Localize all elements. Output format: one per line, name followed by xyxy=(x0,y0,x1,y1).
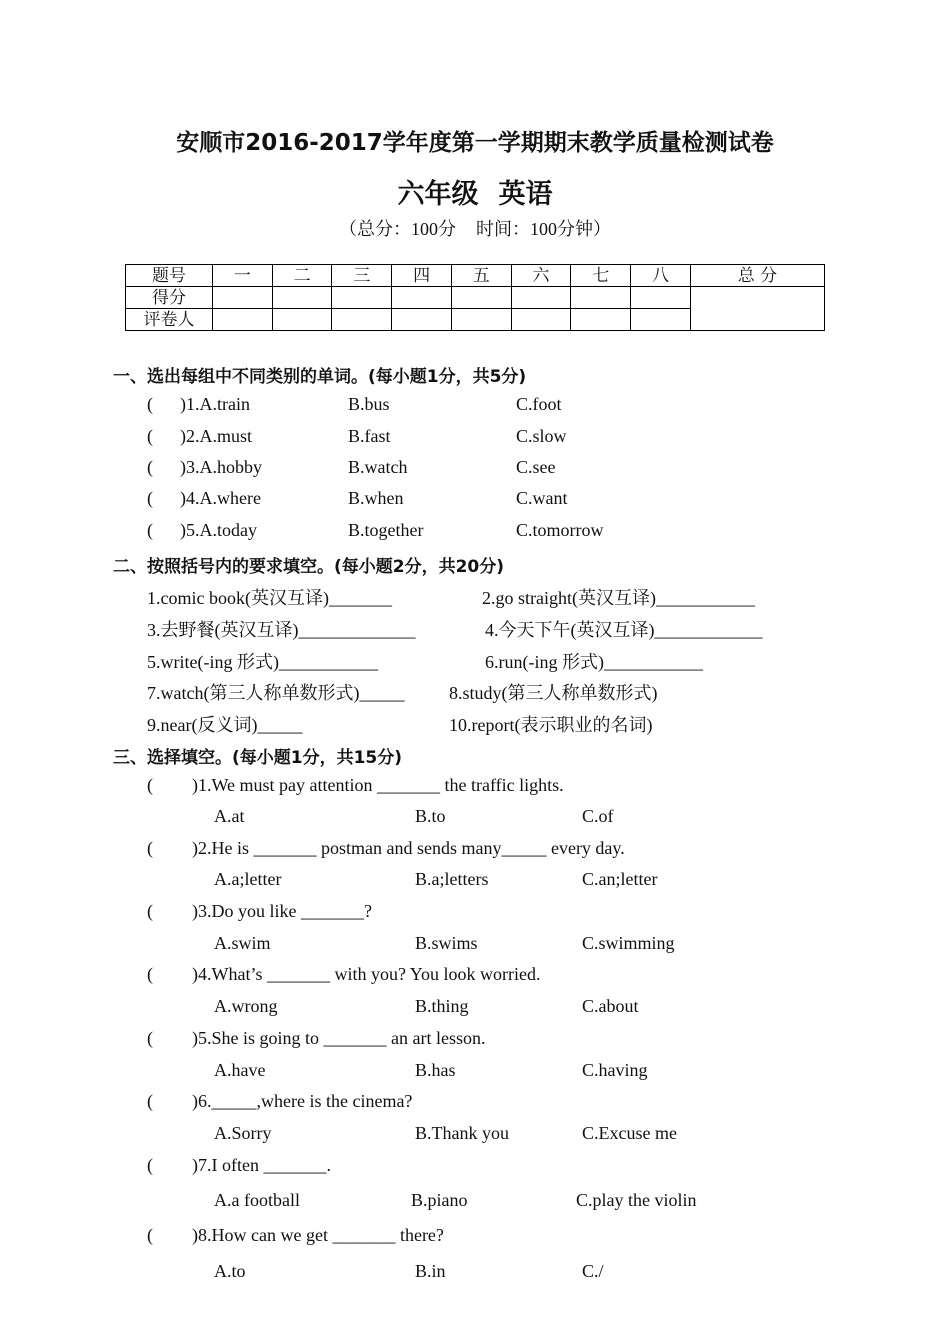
answer-paren: ( xyxy=(147,520,153,540)
fill-item: 1.comic book(英汉互译)_______ xyxy=(147,588,392,608)
option-c: C.Excuse me xyxy=(582,1123,677,1143)
option-b: B.together xyxy=(348,520,424,540)
answer-paren: ( xyxy=(147,394,153,414)
option-b: B.has xyxy=(415,1060,456,1080)
score-cell xyxy=(571,287,631,309)
option-a: A.have xyxy=(214,1060,266,1080)
option-a: A.a football xyxy=(214,1190,300,1210)
question-text: )1.A.train xyxy=(180,394,250,414)
fill-item: 3.去野餐(英汉互译)_____________ xyxy=(147,620,416,640)
column-header: 三 xyxy=(332,265,392,287)
score-cell xyxy=(631,287,691,309)
question-text: )3.Do you like _______? xyxy=(192,901,372,921)
option-b: B.Thank you xyxy=(415,1123,509,1143)
score-table xyxy=(125,264,825,331)
answer-paren: ( xyxy=(147,1028,153,1048)
question-text: )6._____,where is the cinema? xyxy=(192,1091,413,1111)
option-b: B.fast xyxy=(348,426,391,446)
total-score-text: （总分：100分 xyxy=(339,219,456,239)
question-text: )8.How can we get _______ there? xyxy=(192,1225,444,1245)
option-b: B.watch xyxy=(348,457,408,477)
option-a: A.Sorry xyxy=(214,1123,272,1143)
row-label: 评卷人 xyxy=(126,309,213,331)
option-a: A.at xyxy=(214,806,245,826)
question-text: )2.A.must xyxy=(180,426,252,446)
question-text: )1.We must pay attention _______ the traffic lights. xyxy=(192,775,564,795)
time-text: 时间：100分钟） xyxy=(476,219,611,239)
option-c: C.play the violin xyxy=(576,1190,697,1210)
grader-cell xyxy=(213,309,273,331)
exam-meta xyxy=(0,215,950,241)
answer-paren: ( xyxy=(147,457,153,477)
answer-paren: ( xyxy=(147,838,153,858)
column-header: 八 xyxy=(631,265,691,287)
option-a: A.swim xyxy=(214,933,271,953)
question-text: )4.What’s _______ with you? You look worried. xyxy=(192,964,541,984)
answer-paren: ( xyxy=(147,1225,153,1245)
score-table-row xyxy=(126,265,825,287)
answer-paren: ( xyxy=(147,901,153,921)
subject-label: 英语 xyxy=(498,179,553,210)
option-c: C.an;letter xyxy=(582,869,658,889)
grader-cell xyxy=(571,309,631,331)
option-c: C.want xyxy=(516,488,568,508)
answer-paren: ( xyxy=(147,488,153,508)
answer-paren: ( xyxy=(147,964,153,984)
fill-item: 5.write(-ing 形式)___________ xyxy=(147,652,378,672)
option-c: C.tomorrow xyxy=(516,520,604,540)
score-cell xyxy=(392,287,452,309)
column-header: 七 xyxy=(571,265,631,287)
score-cell xyxy=(451,287,511,309)
grader-cell xyxy=(392,309,452,331)
total-score-cell xyxy=(690,287,824,331)
column-header: 五 xyxy=(451,265,511,287)
option-b: B.to xyxy=(415,806,446,826)
grader-cell xyxy=(332,309,392,331)
option-a: A.to xyxy=(214,1261,246,1281)
fill-item: 10.report(表示职业的名词) xyxy=(449,715,653,735)
grader-cell xyxy=(451,309,511,331)
column-header: 六 xyxy=(511,265,571,287)
section2-heading: 二、按照括号内的要求填空。(每小题2分，共20分) xyxy=(113,557,505,577)
grade-label: 六年级 xyxy=(397,179,479,210)
section3-heading: 三、选择填空。(每小题1分，共15分) xyxy=(113,748,403,768)
option-b: B.in xyxy=(415,1261,446,1281)
score-cell xyxy=(332,287,392,309)
question-text: )5.A.today xyxy=(180,520,257,540)
fill-item: 2.go straight(英汉互译)___________ xyxy=(482,588,755,608)
option-c: C.having xyxy=(582,1060,648,1080)
option-a: A.a;letter xyxy=(214,869,282,889)
answer-paren: ( xyxy=(147,426,153,446)
option-b: B.when xyxy=(348,488,404,508)
section1-heading: 一、选出每组中不同类别的单词。(每小题1分，共5分) xyxy=(113,367,527,387)
row-label: 得分 xyxy=(126,287,213,309)
option-b: B.bus xyxy=(348,394,390,414)
option-c: C.about xyxy=(582,996,639,1016)
option-c: C.foot xyxy=(516,394,562,414)
score-cell xyxy=(213,287,273,309)
grader-cell xyxy=(631,309,691,331)
grader-cell xyxy=(511,309,571,331)
option-c: C.swimming xyxy=(582,933,675,953)
question-text: )4.A.where xyxy=(180,488,261,508)
column-header: 二 xyxy=(272,265,332,287)
grader-cell xyxy=(272,309,332,331)
option-a: A.wrong xyxy=(214,996,278,1016)
question-text: )3.A.hobby xyxy=(180,457,262,477)
fill-item: 4.今天下午(英汉互译)____________ xyxy=(485,620,763,640)
option-c: C./ xyxy=(582,1261,604,1281)
answer-paren: ( xyxy=(147,1155,153,1175)
option-b: B.thing xyxy=(415,996,469,1016)
row-label: 题号 xyxy=(126,265,213,287)
score-cell xyxy=(511,287,571,309)
question-text: )5.She is going to _______ an art lesson. xyxy=(192,1028,486,1048)
answer-paren: ( xyxy=(147,775,153,795)
option-c: C.of xyxy=(582,806,614,826)
fill-item: 8.study(第三人称单数形式) xyxy=(449,683,658,703)
option-c: C.slow xyxy=(516,426,567,446)
option-b: B.piano xyxy=(411,1190,468,1210)
exam-title: 安顺市2016-2017学年度第一学期期末教学质量检测试卷 xyxy=(176,130,774,156)
exam-subtitle xyxy=(0,172,950,211)
question-text: )7.I often _______. xyxy=(192,1155,331,1175)
option-b: B.swims xyxy=(415,933,478,953)
total-header: 总 分 xyxy=(690,265,824,287)
score-cell xyxy=(272,287,332,309)
option-b: B.a;letters xyxy=(415,869,489,889)
score-table-row xyxy=(126,287,825,309)
option-c: C.see xyxy=(516,457,556,477)
answer-paren: ( xyxy=(147,1091,153,1111)
fill-item: 7.watch(第三人称单数形式)_____ xyxy=(147,683,405,703)
column-header: 四 xyxy=(392,265,452,287)
fill-item: 9.near(反义词)_____ xyxy=(147,715,303,735)
question-text: )2.He is _______ postman and sends many_____ every day. xyxy=(192,838,625,858)
fill-item: 6.run(-ing 形式)___________ xyxy=(485,652,703,672)
column-header: 一 xyxy=(213,265,273,287)
